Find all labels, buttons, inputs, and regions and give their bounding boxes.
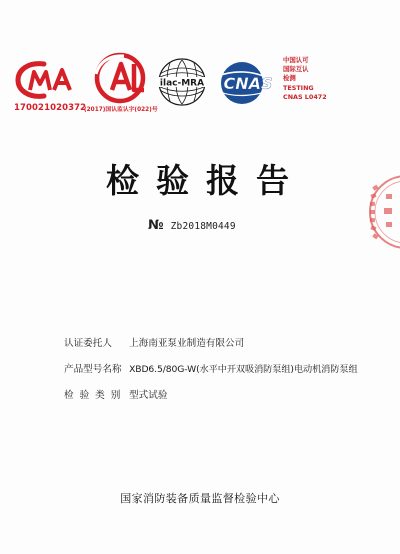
product-model-label: 产品型号名称 — [64, 364, 122, 375]
cma-logo-text: MA — [45, 61, 47, 62]
cnas-accreditation-text — [283, 56, 327, 102]
field-client — [64, 335, 244, 349]
cnas-text: CNAS — [223, 74, 273, 93]
product-model-value: XBD6.5/80G-W(水平中开双吸消防泵组)电动机消防泵组 — [129, 364, 358, 375]
ilac-mra-text: ilac-MRA — [159, 78, 205, 89]
cal-logo-text: AL — [90, 52, 92, 53]
cma-number: 170021020372 — [14, 103, 87, 113]
ilac-mra-logo — [152, 56, 212, 108]
field-inspection-type — [64, 387, 167, 401]
cal-number: (2017)国认监认字(022)号 — [84, 107, 158, 113]
inspection-type-label: 检验类别 — [64, 390, 127, 401]
number-sign: № — [148, 218, 164, 233]
cnas-line-5: CNAS L0472 — [283, 92, 327, 101]
cnas-line-3: 检测 — [283, 74, 296, 83]
red-seal-stamp — [362, 172, 400, 256]
cal-logo — [90, 52, 150, 104]
report-title: 检验报告 — [106, 161, 306, 200]
cma-logo — [14, 58, 76, 102]
cnas-line-1: 中国认可 — [283, 56, 309, 64]
report-number — [148, 214, 236, 233]
report-number-value: Zb2018M0449 — [170, 221, 236, 232]
issuing-organization: 国家消防装备质量监督检验中心 — [120, 492, 280, 505]
client-label: 认证委托人 — [64, 338, 112, 349]
cnas-logo — [214, 60, 282, 106]
client-value: 上海南亚泵业制造有限公司 — [129, 338, 245, 349]
field-product-model — [64, 361, 358, 375]
inspection-type-value: 型式试验 — [129, 390, 168, 401]
cnas-line-4: TESTING — [283, 83, 314, 92]
cnas-line-2: 国际互认 — [283, 65, 309, 74]
